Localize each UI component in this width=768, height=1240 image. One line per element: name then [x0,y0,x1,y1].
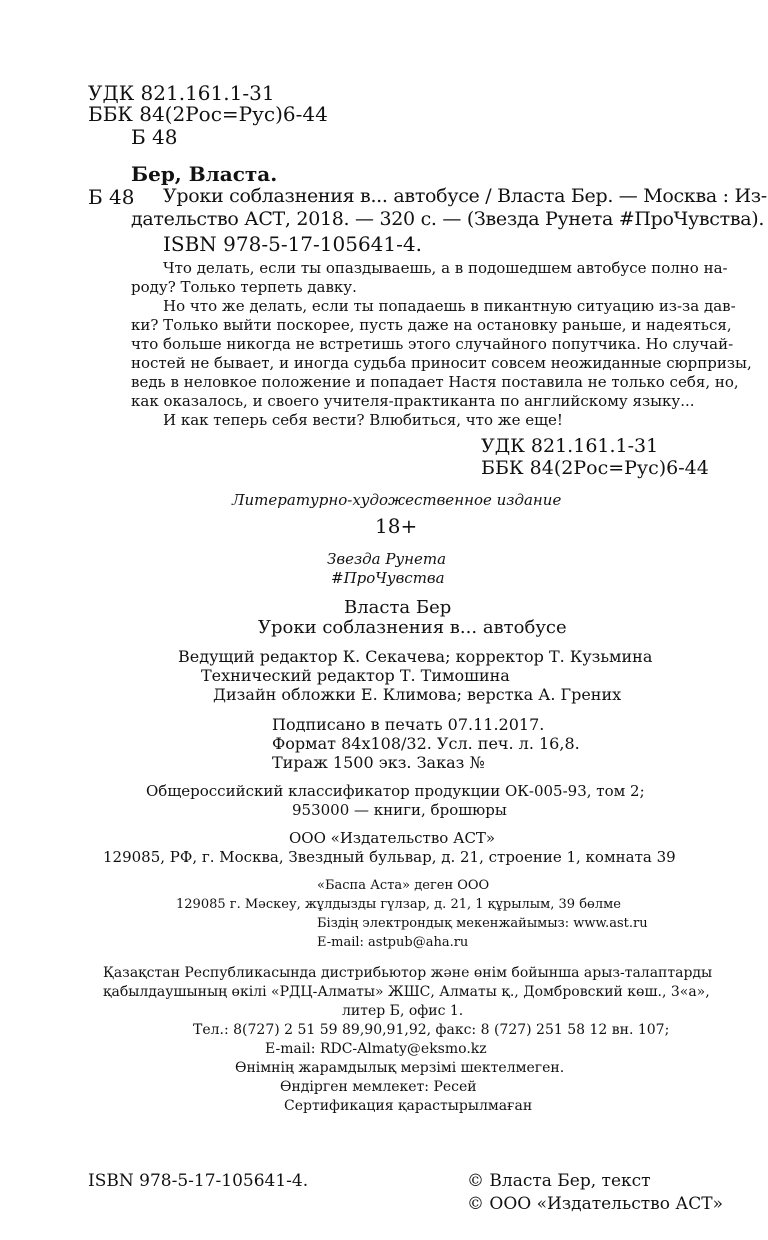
publisher-address: 129085, РФ, г. Москва, Звездный бульвар, д. 21, строение 1, комната 39 [103,848,676,866]
copyright-author: © Власта Бер, текст [467,1171,651,1191]
record-author-mark: Б 48 [88,185,135,209]
kz-distributor-line: литер Б, офис 1. [342,1003,464,1019]
classifier-line: Общероссийский классификатор продукции ОК-005-93, том 2; [146,782,645,800]
annotation-line: ведь в неловкое положение и попадает Настя поставила не только себя, но, [131,373,739,391]
print-info-line: Формат 84х108/32. Усл. печ. л. 16,8. [272,734,580,753]
kz-publisher-line: E-mail: astpub@aha.ru [317,935,469,950]
record-title-line-1: Уроки соблазнения в... автобусе / Власта Бер. — Москва : Из- [163,185,767,207]
author-heading: Бер, Власта. [131,162,278,186]
annotation-line: Что делать, если ты опаздываешь, а в подошедшем автобусе полно на- [163,259,728,277]
annotation-udk: УДК 821.161.1-31 [481,435,659,457]
annotation-line: И как теперь себя вести? Влюбиться, что же еще! [163,411,563,429]
book-author: Власта Бер [344,597,452,618]
record-isbn: ISBN 978-5-17-105641-4. [163,232,422,256]
kz-distributor-line: E-mail: RDC-Almaty@eksmo.kz [265,1041,487,1057]
book-title: Уроки соблазнения в... автобусе [258,617,567,638]
udk-code: УДК 821.161.1-31 [88,81,275,105]
age-rating: 18+ [375,514,418,538]
annotation-line: ностей не бывает, и иногда судьба приносит совсем неожиданные сюрпризы, [131,354,752,372]
author-mark: Б 48 [131,125,178,149]
kz-distributor-line: Қазақстан Республикасында дистрибьютор және өнім бойынша арыз-талаптарды [103,965,713,981]
kz-publisher-line: 129085 г. Мәскеу, жұлдызды гүлзар, д. 21, 1 құрылым, 39 бөлме [176,897,621,912]
kz-publisher-line: «Баспа Аста» деген ООО [317,878,490,893]
annotation-bbk: ББК 84(2Рос=Рус)6-44 [481,457,709,479]
kz-distributor-line: Сертификация қарастырылмаған [284,1098,533,1114]
credits-line: Дизайн обложки Е. Климова; верстка А. Грених [213,685,622,704]
copyright-publisher: © ООО «Издательство АСТ» [467,1194,723,1214]
annotation-line: что больше никогда не встретишь этого случайного попутчика. Но случай- [131,335,734,353]
kz-distributor-line: Өнімнің жарамдылық мерзімі шектелмеген. [235,1060,565,1076]
classifier-line: 953000 — книги, брошюры [292,801,507,819]
kz-distributor-line: қабылдаушының өкілі «РДЦ-Алматы» ЖШС, Алматы қ., Домбровский көш., 3«а», [103,984,710,1000]
kz-distributor-line: Өндірген мемлекет: Ресей [280,1079,477,1095]
annotation-line: Но что же делать, если ты попадаешь в пикантную ситуацию из-за дав- [163,297,736,315]
edition-type: Литературно-художественное издание [232,491,562,509]
publisher-name: ООО «Издательство АСТ» [289,829,496,847]
annotation-line: роду? Только терпеть давку. [131,278,357,296]
print-info-line: Тираж 1500 экз. Заказ № [272,753,485,772]
series-name: Звезда Рунета [327,550,447,568]
bbk-code: ББК 84(2Рос=Рус)6-44 [88,102,328,126]
print-info-line: Подписано в печать 07.11.2017. [272,715,545,734]
credits-line: Технический редактор Т. Тимошина [201,666,510,685]
footer-isbn: ISBN 978-5-17-105641-4. [88,1171,309,1191]
annotation-line: как оказалось, и своего учителя-практиканта по английскому языку... [131,392,695,410]
series-subname: #ПроЧувства [331,569,445,587]
kz-distributor-line: Тел.: 8(727) 2 51 59 89,90,91,92, факс: 8 (727) 251 58 12 вн. 107; [193,1022,670,1038]
credits-line: Ведущий редактор К. Секачева; корректор Т. Кузьмина [178,647,653,666]
record-title-line-2: дательство АСТ, 2018. — 320 с. — (Звезда Рунета #ПроЧувства). [131,208,765,230]
annotation-line: ки? Только выйти поскорее, пусть даже на остановку раньше, и надеяться, [131,316,732,334]
kz-publisher-line: Біздің электрондық мекенжайымыз: www.ast.ru [317,916,648,931]
